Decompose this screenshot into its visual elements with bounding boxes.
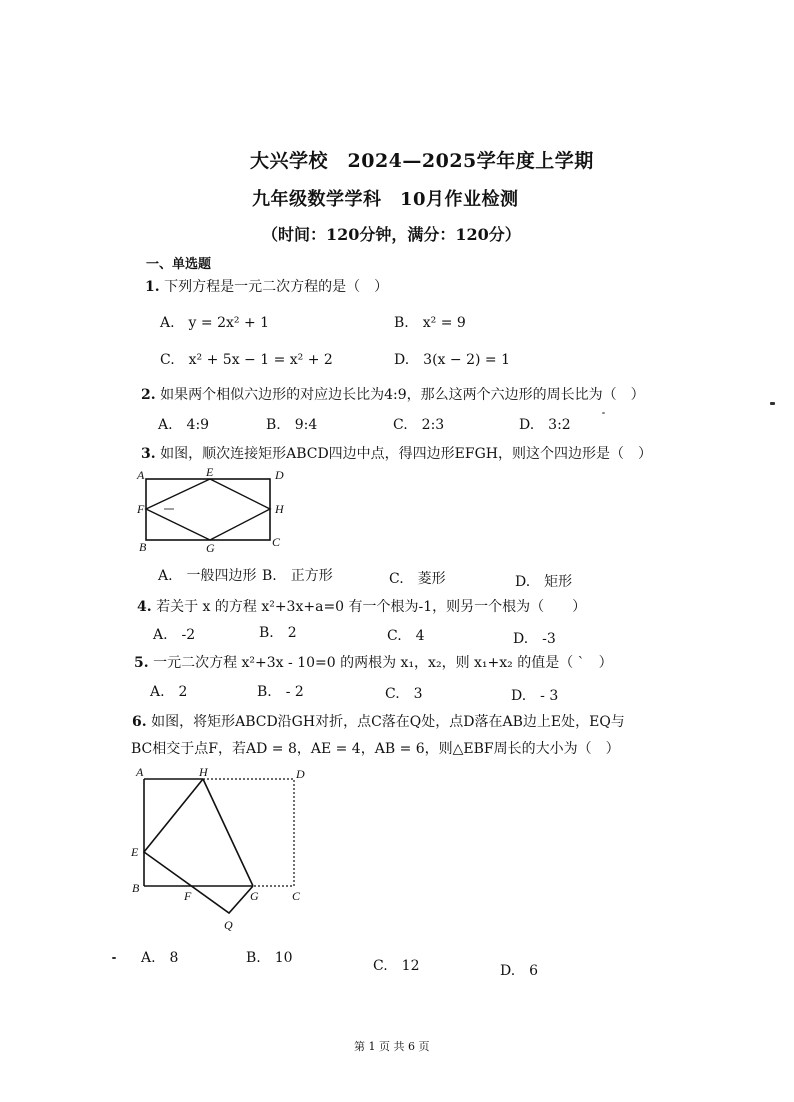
page-footer: 第 1 页 共 6 页: [354, 1040, 430, 1053]
section-heading: 一、单选题: [146, 257, 212, 272]
q6-option-d[interactable]: D. 6: [500, 963, 539, 979]
q6-option-b[interactable]: B. 10: [246, 950, 293, 966]
exam-title: 大兴学校 2024—2025学年度上学期: [250, 150, 594, 172]
question-6-line1: [132, 711, 625, 731]
q1-option-b[interactable]: B. x² = 9: [394, 315, 466, 331]
label-a: A: [136, 765, 144, 779]
question-number: 6.: [132, 714, 147, 730]
label-g: G: [250, 889, 259, 903]
q1-option-c[interactable]: C. x² + 5x − 1 = x² + 2: [160, 352, 333, 368]
q4-option-d[interactable]: D. -3: [513, 631, 556, 647]
label-q: Q: [224, 918, 233, 932]
label-b: B: [132, 881, 140, 895]
label-b: B: [139, 540, 147, 554]
question-6-line2: BC相交于点F，若AD = 8，AE = 4，AB = 6，则△EBF周长的大小为（ ）: [131, 741, 620, 757]
question-number: 4.: [137, 599, 152, 615]
label-c: C: [272, 535, 281, 549]
q3-option-c[interactable]: C. 菱形: [389, 571, 446, 587]
q4-option-b[interactable]: B. 2: [259, 625, 297, 641]
q4-option-a[interactable]: A. -2: [153, 627, 196, 643]
label-g: G: [206, 541, 215, 555]
question-4: [137, 596, 586, 616]
question-number: 2.: [141, 387, 156, 403]
question-text: 如果两个相似六边形的对应边长比为4:9，那么这两个六边形的周长比为（ ）: [160, 387, 645, 403]
question-number: 3.: [141, 446, 156, 462]
q5-option-a[interactable]: A. 2: [150, 684, 188, 700]
q2-option-b[interactable]: B. 9:4: [266, 417, 318, 433]
label-e: E: [206, 465, 214, 479]
question-text: 若关于 x 的方程 x²+3x+a=0 有一个根为-1，则另一个根为（ ）: [156, 599, 587, 615]
q2-option-d[interactable]: D. 3:2: [519, 417, 571, 433]
q2-option-a[interactable]: A. 4:9: [158, 417, 210, 433]
exam-subtitle: 九年级数学学科 10月作业检测: [252, 189, 519, 210]
scan-speck: [770, 402, 775, 405]
dashed-hdcg: [203, 779, 294, 886]
q3-option-a[interactable]: A. 一般四边形: [158, 568, 257, 584]
question-text: 下列方程是一元二次方程的是（ ）: [164, 279, 389, 295]
q1-option-a[interactable]: A. y = 2x² + 1: [160, 315, 270, 331]
label-e: E: [131, 845, 139, 859]
q5-option-b[interactable]: B. - 2: [257, 684, 304, 700]
scan-speck: [112, 957, 116, 959]
question-number: 1.: [145, 279, 160, 295]
question-text: 一元二次方程 x²+3x - 10=0 的两根为 x₁，x₂，则 x₁+x₂ 的值是（ ˋ ）: [153, 655, 613, 671]
q5-option-c[interactable]: C. 3: [385, 686, 423, 702]
label-h: H: [275, 502, 284, 516]
question-3: [141, 443, 652, 463]
q1-option-d[interactable]: D. 3(x − 2) = 1: [394, 352, 510, 368]
label-d: D: [296, 767, 305, 781]
scan-speck: [602, 412, 605, 414]
question-1: [145, 276, 388, 296]
question-text: 如图，顺次连接矩形ABCD四边中点，得四边形EFGH，则这个四边形是（ ）: [160, 446, 652, 462]
q2-option-c[interactable]: C. 2:3: [393, 417, 445, 433]
time-info: （时间：120分钟，满分：120分）: [262, 225, 521, 244]
figure-rectangle-midpoints: [134, 462, 294, 556]
label-c: C: [292, 889, 301, 903]
label-f: F: [184, 889, 192, 903]
q3-option-b[interactable]: B. 正方形: [262, 568, 333, 584]
rectangle-abcd: [146, 479, 270, 540]
q3-option-d[interactable]: D. 矩形: [515, 574, 573, 590]
figure-folded-rectangle: [126, 764, 316, 934]
q6-option-a[interactable]: A. 8: [141, 950, 179, 966]
label-h: H: [199, 765, 208, 779]
label-f: F: [137, 502, 145, 516]
folded-quadrilateral: [144, 779, 253, 913]
question-number: 5.: [134, 655, 149, 671]
q6-option-c[interactable]: C. 12: [373, 958, 420, 974]
fold-line-gh: [203, 779, 253, 886]
label-a: A: [137, 468, 145, 482]
label-d: D: [275, 468, 284, 482]
q5-option-d[interactable]: D. - 3: [511, 688, 559, 704]
question-text: 如图，将矩形ABCD沿GH对折，点C落在Q处，点D落在AB边上E处，EQ与: [151, 714, 625, 730]
q4-option-c[interactable]: C. 4: [387, 628, 425, 644]
rhombus-efgh: [146, 479, 270, 540]
question-2: [141, 384, 645, 404]
question-5: [134, 652, 613, 672]
